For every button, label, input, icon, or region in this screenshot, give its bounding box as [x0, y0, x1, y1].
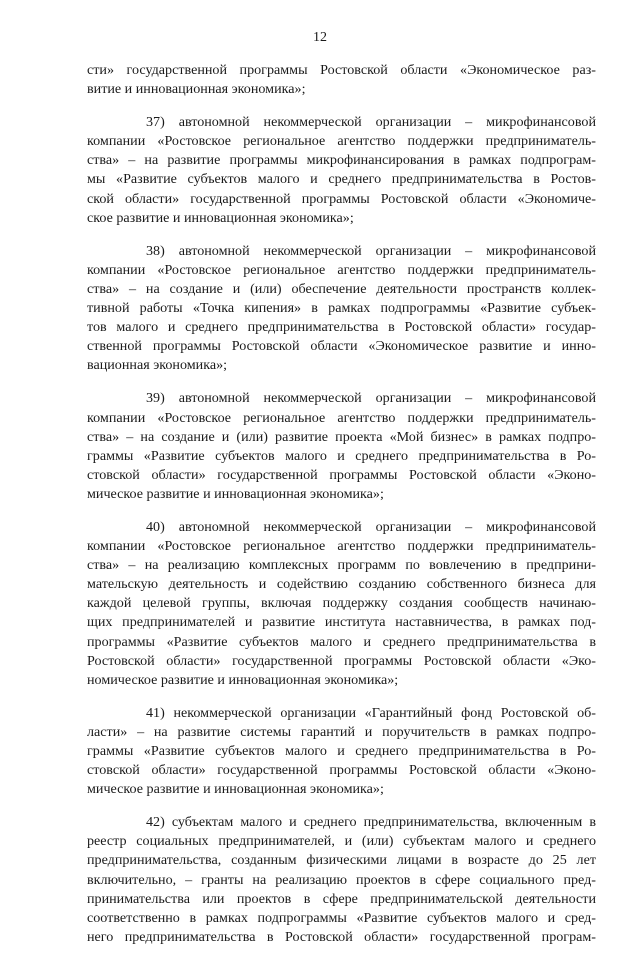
paragraph-line: 38) автономной некоммерческой организации – микрофинансовой: [146, 242, 596, 259]
paragraph-line: ства» – на развитие программы микрофинансирования в рамках подпрограм-: [87, 152, 596, 169]
paragraph-p38: [87, 242, 596, 376]
paragraph-line: ственной программы Ростовской области «Экономическое развитие и инно-: [87, 338, 596, 355]
paragraph-line: реестр социальных предпринимателей, и (или) субъектам малого и среднего: [87, 833, 596, 850]
paragraph-line: вационная экономика»;: [87, 357, 228, 374]
paragraph-line: ства» – на создание и (или) развитие проекта «Мой бизнес» в рамках подпро-: [87, 428, 596, 445]
paragraph-line: ское развитие и инновационная экономика»;: [87, 209, 354, 226]
paragraph-line: компании «Ростовское региональное агентство поддержки предприниматель-: [87, 538, 596, 555]
page-number: 12: [313, 30, 327, 45]
paragraph-line: предпринимательства, созданным физическими лицами в возрасте до 25 лет: [87, 852, 596, 869]
paragraph-line: программы «Развитие субъектов малого и среднего предпринимательства в: [87, 633, 596, 650]
paragraph-p37: [87, 113, 596, 228]
paragraph-line: витие и инновационная экономика»;: [87, 81, 306, 98]
paragraph-p42: [87, 813, 596, 947]
document-body: [87, 61, 596, 961]
paragraph-line: сти» государственной программы Ростовской области «Экономическое раз-: [87, 62, 596, 78]
paragraph-line: 42) субъектам малого и среднего предпринимательства, включенным в: [146, 814, 596, 831]
paragraph-line: мическое развитие и инновационная экономика»;: [87, 781, 384, 798]
paragraph-line: 41) некоммерческой организации «Гарантийный фонд Ростовской об-: [146, 704, 596, 721]
paragraph-line: стовской области» государственной программы Ростовской области «Эконо-: [87, 762, 596, 779]
paragraph-line: компании «Ростовское региональное агентство поддержки предприниматель-: [87, 409, 596, 426]
paragraph-line: мическое развитие и инновационная экономика»;: [87, 485, 384, 502]
paragraph-line: включительно, – гранты на реализацию проектов в сфере социального пред-: [87, 871, 596, 888]
paragraph-line: тов малого и среднего предпринимательства в Ростовской области» государ-: [87, 319, 596, 336]
paragraph-p36-cont: [87, 61, 596, 99]
paragraph-line: каждой целевой группы, включая поддержку создания сообществ начинаю-: [87, 595, 596, 612]
paragraph-p40: [87, 518, 596, 690]
paragraph-p41: [87, 704, 596, 799]
paragraph-line: 40) автономной некоммерческой организации – микрофинансовой: [146, 518, 596, 535]
paragraph-line: Ростовской области» государственной программы Ростовской области «Эко-: [87, 652, 596, 669]
paragraph-line: стовской области» государственной программы Ростовской области «Эконо-: [87, 466, 596, 483]
paragraph-line: принимательства или проектов в сфере предпринимательской деятельности: [87, 890, 596, 907]
paragraph-line: соответственно в рамках подпрограммы «Развитие субъектов малого и сред-: [87, 909, 596, 926]
paragraph-p39: [87, 389, 596, 504]
paragraph-line: граммы «Развитие субъектов малого и среднего предпринимательства в Ро-: [87, 743, 596, 759]
paragraph-line: ства» – на реализацию комплексных программ по вовлечению в предприни-: [87, 557, 596, 574]
paragraph-line: мательскую деятельность и содействию созданию собственного бизнеса для: [87, 576, 596, 593]
paragraph-line: номическое развитие и инновационная экономика»;: [87, 671, 399, 688]
paragraph-line: граммы «Развитие субъектов малого и среднего предпринимательства в Ро-: [87, 447, 596, 464]
paragraph-line: мы «Развитие субъектов малого и среднего предпринимательства в Ростов-: [87, 171, 596, 188]
paragraph-line: компании «Ростовское региональное агентство поддержки предприниматель-: [87, 133, 596, 150]
paragraph-line: ской области» государственной программы Ростовской области «Экономиче-: [87, 190, 596, 207]
paragraph-line: него предпринимательства в Ростовской области» государственной програм-: [87, 928, 596, 945]
paragraph-line: 39) автономной некоммерческой организации – микрофинансовой: [146, 390, 596, 407]
paragraph-line: тивной работы «Точка кипения» в рамках подпрограммы «Развитие субъек-: [87, 300, 596, 317]
paragraph-line: 37) автономной некоммерческой организации – микрофинансовой: [146, 114, 596, 131]
paragraph-line: ства» – на создание и (или) обеспечение деятельности пространств коллек-: [87, 280, 596, 297]
paragraph-line: ласти» – на развитие системы гарантий и поручительств в рамках подпро-: [87, 723, 596, 740]
paragraph-line: щих предпринимателей и развитие института наставничества, в рамках под-: [87, 614, 596, 631]
paragraph-line: компании «Ростовское региональное агентство поддержки предприниматель-: [87, 261, 596, 278]
